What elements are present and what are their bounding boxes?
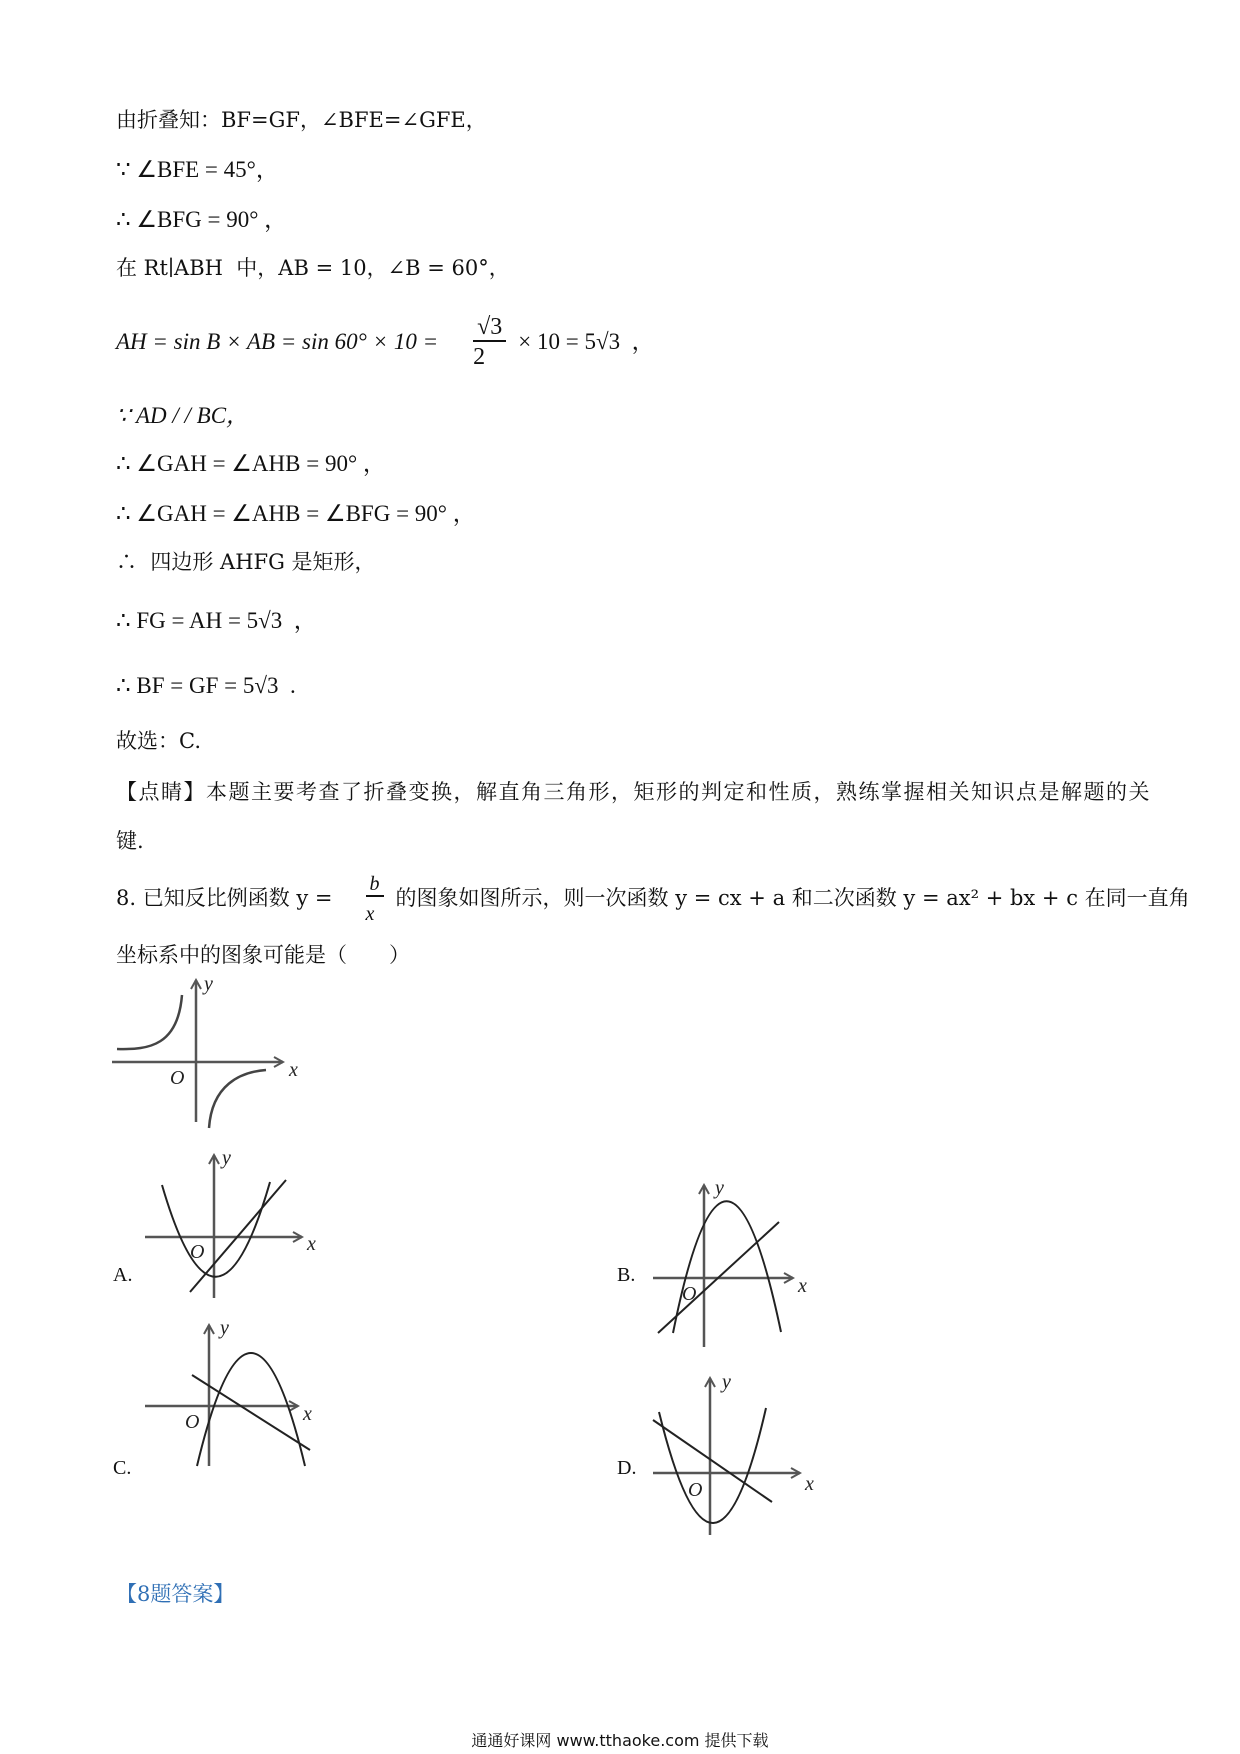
parabola [659,1408,766,1523]
graph-option-d [653,1378,800,1535]
option-a-label[interactable]: A. [113,1264,133,1286]
question-8-prefix: 8. 已知反比例函数 y = [116,886,333,910]
x-axis-label: x [303,1403,312,1425]
origin-label: O [688,1479,703,1501]
solution-choice: 故选：C. [116,729,201,753]
question-8-suffix: 的图象如图所示，则一次函数 y = cx + a 和二次函数 y = ax² + bx + c 在同一直角 [395,886,1190,910]
hyperbola-branch-lower-right [209,1070,266,1128]
line [653,1420,772,1502]
x-axis-label: x [289,1059,298,1081]
solution-line-bfg: ∴ ∠BFG = 90° ， [116,207,288,232]
graph-option-b [653,1185,793,1347]
x-axis-label: x [307,1233,316,1255]
solution-line-fold: 由折叠知：BF=GF，∠BFE=∠GFE， [116,108,487,132]
comment-line-1: 【点睛】本题主要考查了折叠变换，解直角三角形，矩形的判定和性质，熟练掌握相关知识点是解题的关 [116,780,1151,804]
footer-watermark: 通通好课网 www.tthaoke.com 提供下载 [471,1731,769,1750]
answer-heading: 【8题答案】 [116,1582,235,1606]
solution-line-rectangle: ∴ 四边形 AHFG 是矩形， [116,550,376,574]
ah-right: × 10 = 5√3 ， [518,329,655,354]
hyperbola-graph [112,980,283,1128]
solution-line-rt-abh: 在 Rt∣ABH 中，AB = 10，∠B = 60°， [116,256,510,280]
fraction-denominator: 2 [473,344,486,370]
solution-line-bfe: ∵ ∠BFE = 45°， [116,157,279,182]
origin-label: O [170,1067,185,1089]
origin-label: O [190,1241,205,1263]
graph-option-a [145,1155,302,1298]
x-axis-label: x [805,1473,814,1495]
parabola [197,1353,305,1466]
comment-line-2: 键. [116,829,144,853]
parabola [673,1201,781,1333]
solution-line-bf: ∴ BF = GF = 5√3 . [116,673,296,698]
option-b-label[interactable]: B. [617,1264,636,1286]
solution-line-gah-bfg: ∴ ∠GAH = ∠AHB = ∠BFG = 90° ， [116,501,476,526]
solution-line-fg: ∴ FG = AH = 5√3 ， [116,608,317,633]
ah-left: AH = sin B × AB = sin 60° × 10 = [116,329,439,354]
fraction-numerator: b [366,873,384,897]
y-axis-label: y [222,1147,231,1169]
option-d-label[interactable]: D. [617,1457,637,1479]
question-8-line-2: 坐标系中的图象可能是（ ） [116,943,410,967]
solution-line-parallel: ∵ AD / / BC， [116,403,250,428]
y-axis-label: y [204,973,213,995]
solution-line-gah: ∴ ∠GAH = ∠AHB = 90° ， [116,451,386,476]
y-axis-label: y [715,1177,724,1199]
origin-label: O [185,1411,200,1433]
fraction-numerator: √3 [473,314,506,342]
fraction-denominator: x [365,903,375,925]
option-c-label[interactable]: C. [113,1457,132,1479]
y-axis-label: y [722,1371,731,1393]
x-axis-label: x [798,1275,807,1297]
y-axis-label: y [220,1317,229,1339]
hyperbola-branch-upper-left [117,995,182,1049]
origin-label: O [682,1283,697,1305]
graph-option-c [145,1325,310,1466]
